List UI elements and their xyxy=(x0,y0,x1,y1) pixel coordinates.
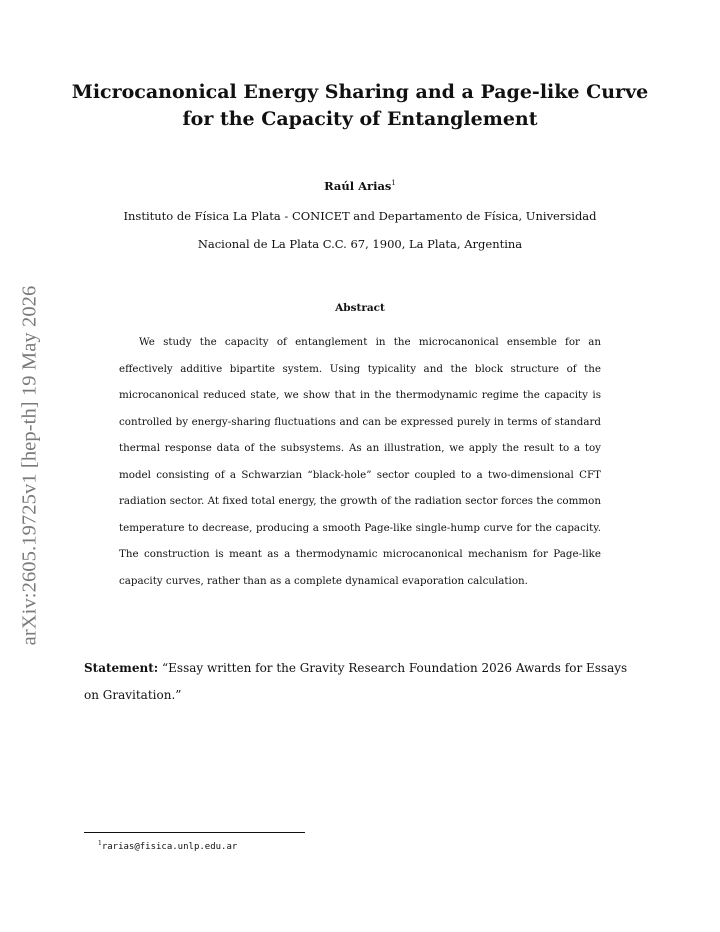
title-line-1: Microcanonical Energy Sharing and a Page-like Curve xyxy=(71,81,649,103)
author-footnote-mark: 1 xyxy=(391,179,396,187)
arxiv-identifier-text: arXiv:2605.19725v1 [hep-th] 19 May 2026 xyxy=(18,285,41,645)
statement-paragraph xyxy=(84,655,636,709)
title-line-2: for the Capacity of Entanglement xyxy=(182,108,538,130)
author-name: Raúl Arias xyxy=(324,178,392,193)
footnote-email-link[interactable]: rarias@fisica.unlp.edu.ar xyxy=(101,842,238,852)
statement-label: Statement: xyxy=(84,661,159,675)
statement-text: “Essay written for the Gravity Research Foundation 2026 Awards for Essays on Gravitation.” xyxy=(84,661,628,702)
arxiv-identifier-stamp xyxy=(18,256,42,674)
paper-title xyxy=(0,79,720,133)
affiliation-line-2: Nacional de La Plata C.C. 67, 1900, La Plata, Argentina xyxy=(197,237,523,251)
affiliation-line-1: Instituto de Física La Plata - CONICET and Departamento de Física, Universidad xyxy=(123,209,597,223)
footnote-mark: 1 xyxy=(98,840,102,847)
author-block xyxy=(0,176,720,193)
footnote xyxy=(98,838,237,853)
footnote-divider xyxy=(84,832,305,833)
abstract-text: We study the capacity of entanglement in the microcanonical ensemble for an effectively additive bipartite system. Using typicality and the block structure of the microcanonical reduced state, we show that in the thermodynamic regime the capacity is controlled by energy-sharing fluctuations and can be expressed purely in terms of standard thermal response data of the subsystems. As an illustration, we apply the result to a toy model consisting of a Schwarzian “black-hole” sector coupled to a two-dimensional CFT radiation sector. At fixed total energy, the growth of the radiation sector forces the common temperature to decrease, producing a smooth Page-like single-hump curve for the capacity. The construction is meant as a thermodynamic microcanonical mechanism for Page-like capacity curves, rather than as a complete dynamical evaporation calculation. xyxy=(119,336,601,587)
author-affiliation xyxy=(88,202,632,258)
abstract-heading: Abstract xyxy=(335,302,385,314)
